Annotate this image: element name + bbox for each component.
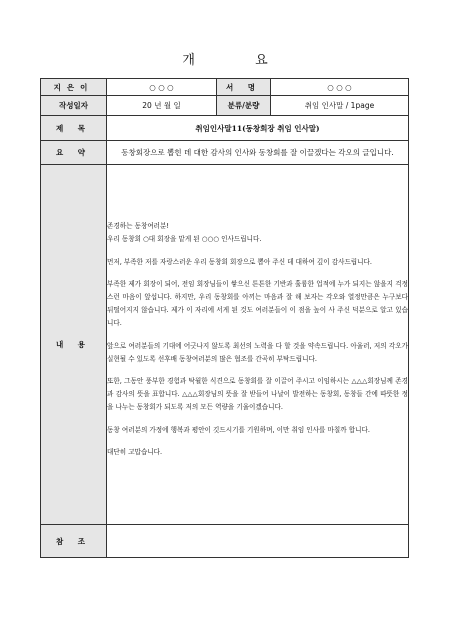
summary-row (41, 141, 409, 165)
content-paragraph: 또한, 그동안 풍부한 경험과 탁월한 식견으로 동창회를 잘 이끌어 주시고 이임하시는 △△△회장님께 존경과 감사의 뜻을 표합니다. △△△회장님의 뜻을 잘 받들어 나날이 발전하는 동창회, 동창들 간에 따뜻한 정을 나누는 동창회가 되도록 저의 모든 역량을 기울이겠습니다. (107, 377, 408, 412)
author-row (41, 79, 409, 96)
summary-label: 요 약 (41, 141, 107, 165)
category-value: 취임 인사말 / 1page (271, 96, 409, 116)
content-paragraph: 앞으로 여러분들의 기대에 어긋나지 않도록 최선의 노력을 다 할 것을 약속드립니다. 아울러, 저의 각오가 실현될 수 있도록 선후배 동창여러분의 많은 협조를 간곡히 부탁드립니다. (107, 341, 408, 363)
content-paragraph: 대단히 고맙습니다. (107, 448, 163, 457)
signature-label: 서 명 (217, 79, 271, 96)
reference-label: 참 조 (41, 525, 107, 558)
content-paragraph: 동창 여러분의 가정에 행복과 평안이 깃드시기를 기원하며, 이만 취임 인사를 마칠까 합니다. (107, 425, 370, 434)
date-label: 작성일자 (41, 96, 107, 116)
reference-value (107, 525, 409, 558)
author-value: ○ ○ ○ (107, 79, 217, 96)
content-body (107, 165, 409, 525)
content-paragraph: 존경하는 동창여러분! 우리 동창회 ○대 회장을 맡게 된 ○○○ 인사드립니다. (107, 222, 262, 244)
page-title: 개 요 (182, 53, 296, 68)
author-label: 지은이 (41, 79, 107, 96)
content-row (41, 165, 409, 525)
content-label: 내 용 (41, 165, 107, 525)
subject-row (41, 116, 409, 141)
content-paragraph: 부족한 제가 회장이 되어, 전임 회장님들이 쌓으신 튼튼한 기반과 훌륭한 업적에 누가 되지는 않을지 걱정스런 마음이 앞섭니다. 하지만, 우리 동창회를 아끼는 마음과 잘 해 보자는 각오와 열정만큼은 누구보다 뒤떨어지지 않습니다. 제가 이 자리에 서게 된 것도 여러분들이 이 점을 높이 사 주신 덕분으로 알고 있습니다. (107, 280, 408, 328)
subject-value: 취임인사말11(동창회장 취임 인사말) (107, 116, 409, 141)
content-paragraph: 먼저, 부족한 저를 자랑스러운 우리 동창회 회장으로 뽑아 주신 데 대하여 깊이 감사드립니다. (107, 257, 373, 266)
reference-row (41, 525, 409, 558)
overview-form (40, 78, 409, 558)
date-value: 20 년 월 일 (107, 96, 217, 116)
signature-value: ○ ○ ○ (271, 79, 409, 96)
summary-value: 동창회장으로 뽑힌 데 대한 감사의 인사와 동창회를 잘 이끌겠다는 각오의 글입니다. (107, 141, 409, 165)
date-row (41, 96, 409, 116)
subject-label: 제 목 (41, 116, 107, 141)
category-label: 분류/분량 (217, 96, 271, 116)
